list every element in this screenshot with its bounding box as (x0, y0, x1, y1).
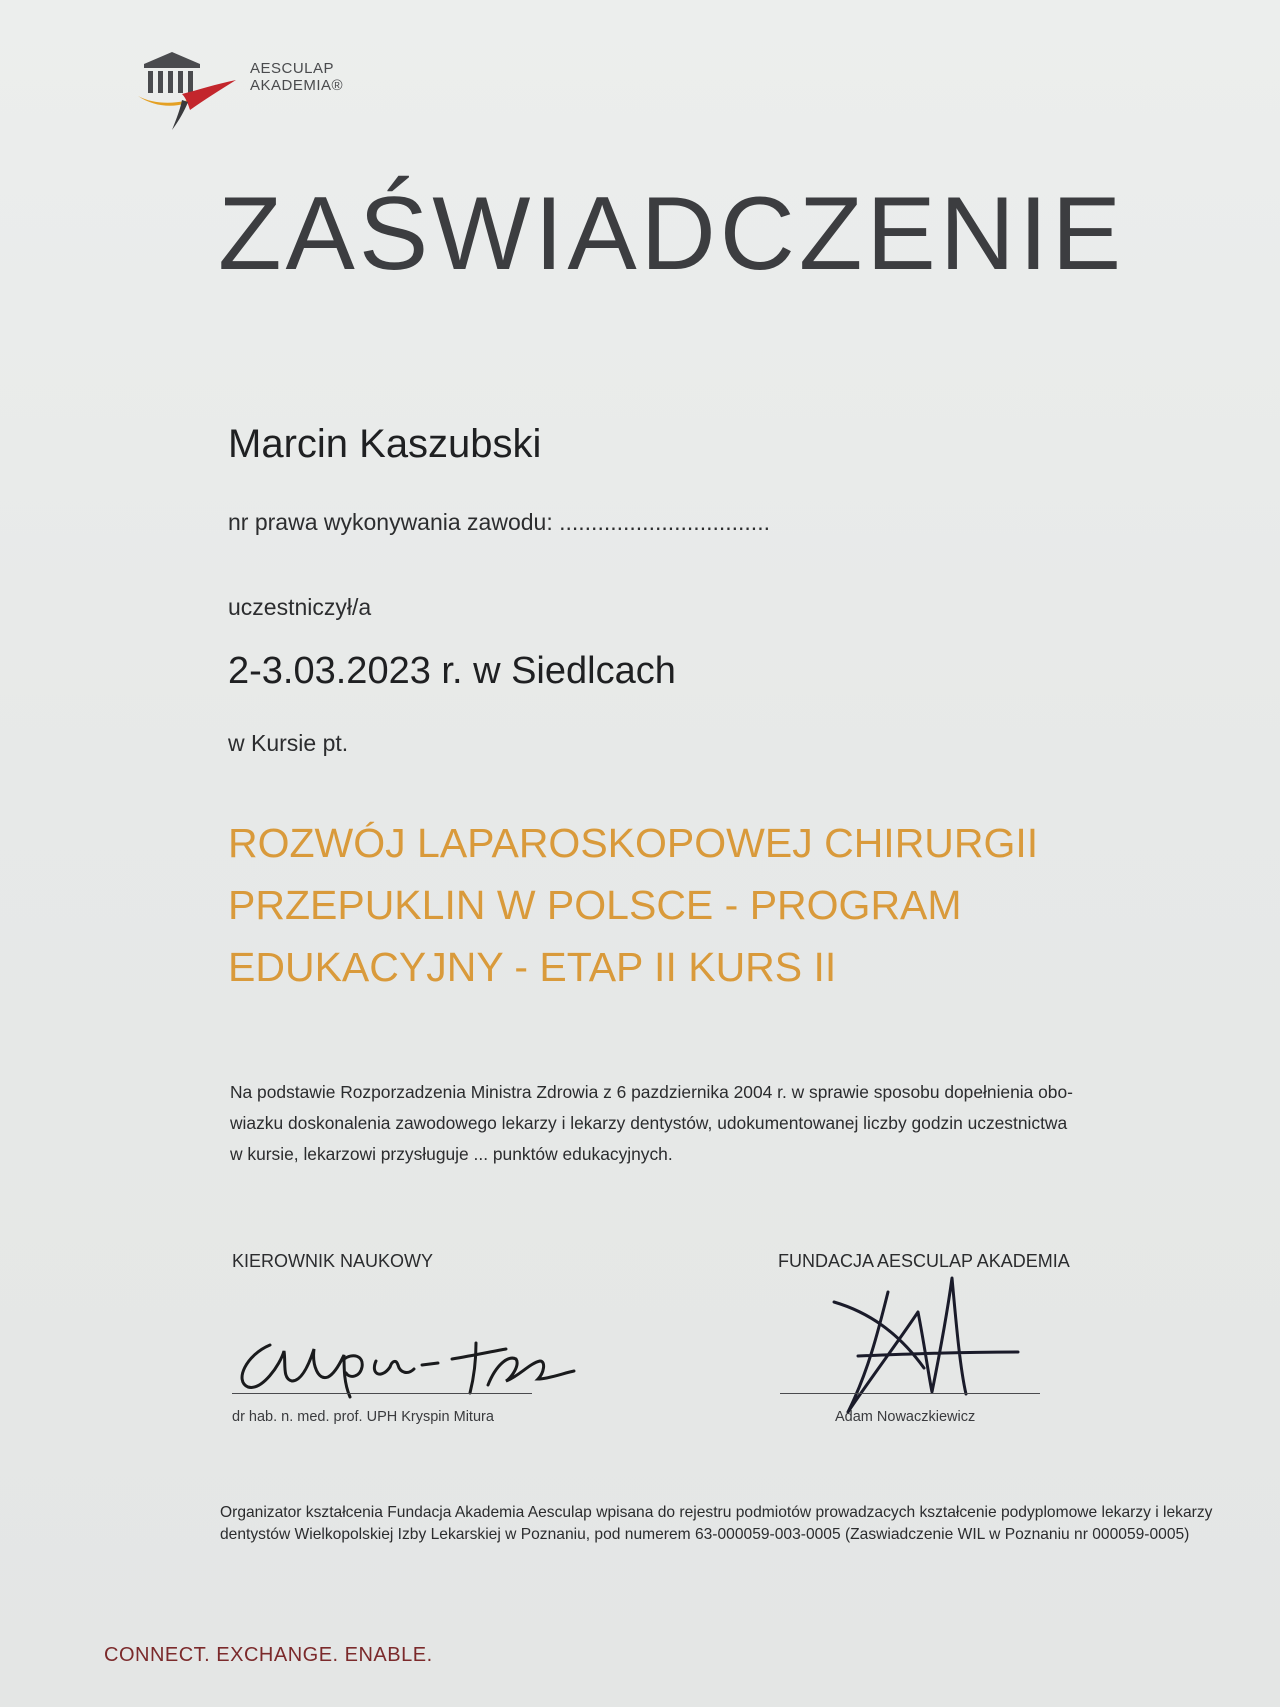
foundation-heading: FUNDACJA AESCULAP AKADEMIA (778, 1251, 1070, 1271)
participation-text: uczestniczył/a (228, 594, 372, 620)
legal-line-1: Na podstawie Rozporzadzenia Ministra Zdrowia z 6 pazdziernika 2004 r. w sprawie sposobu dopełnienia obo- (230, 1082, 1073, 1102)
aesculap-akademia-logo (138, 50, 358, 140)
temple-columns-icon (138, 50, 248, 140)
course-intro: w Kursie pt. (228, 730, 349, 756)
scientific-director-heading: KIEROWNIK NAUKOWY (232, 1251, 434, 1271)
organizer-line-2: dentystów Wielkopolskiej Izby Lekarskiej w Poznaniu, pod numerem 63-000059-003-0005 (Zaswiadczenie WIL w Poznaniu nr 000059-0005) (220, 1526, 1190, 1543)
signature-line-right (780, 1393, 1040, 1394)
course-title-line-1: ROZWÓJ LAPAROSKOPOWEJ CHIRURGII (228, 820, 1039, 866)
signer-name-right: Adam Nowaczkiewicz (835, 1409, 976, 1425)
course-title (228, 812, 1108, 998)
logo-line-1: AESCULAP (250, 60, 335, 77)
logo-wordmark (250, 60, 343, 94)
date-and-place: 2-3.03.2023 r. w Siedlcach (228, 650, 676, 692)
signer-name-left: dr hab. n. med. prof. UPH Kryspin Mitura (232, 1409, 494, 1425)
participant-name: Marcin Kaszubski (228, 422, 542, 466)
course-title-line-2: PRZEPUKLIN W POLSCE - PROGRAM (228, 882, 962, 928)
license-number-field: nr prawa wykonywania zawodu: ................................. (228, 509, 770, 535)
organizer-note (220, 1502, 1220, 1546)
signature-line-left (232, 1393, 532, 1394)
legal-line-2: wiazku doskonalenia zawodowego lekarzy i lekarzy dentystów, udokumentowanej liczby godzin uczestnictwa (230, 1113, 1068, 1133)
legal-line-3: w kursie, lekarzowi przysługuje ... punktów edukacyjnych. (230, 1144, 673, 1164)
legal-basis-text (230, 1077, 1170, 1170)
signature-right (828, 1272, 1028, 1422)
certificate-title: ZAŚWIADCZENIE (218, 176, 1126, 292)
footer-tagline: CONNECT. EXCHANGE. ENABLE. (104, 1644, 433, 1666)
course-title-line-3: EDUKACYJNY - ETAP II KURS II (228, 944, 837, 990)
signature-left (226, 1315, 606, 1405)
organizer-line-1: Organizator kształcenia Fundacja Akademia Aesculap wpisana do rejestru podmiotów prowadzacych kształcenie podyplomowe lekarzy i lekarzy (220, 1504, 1213, 1521)
logo-line-2: AKADEMIA® (250, 77, 344, 94)
